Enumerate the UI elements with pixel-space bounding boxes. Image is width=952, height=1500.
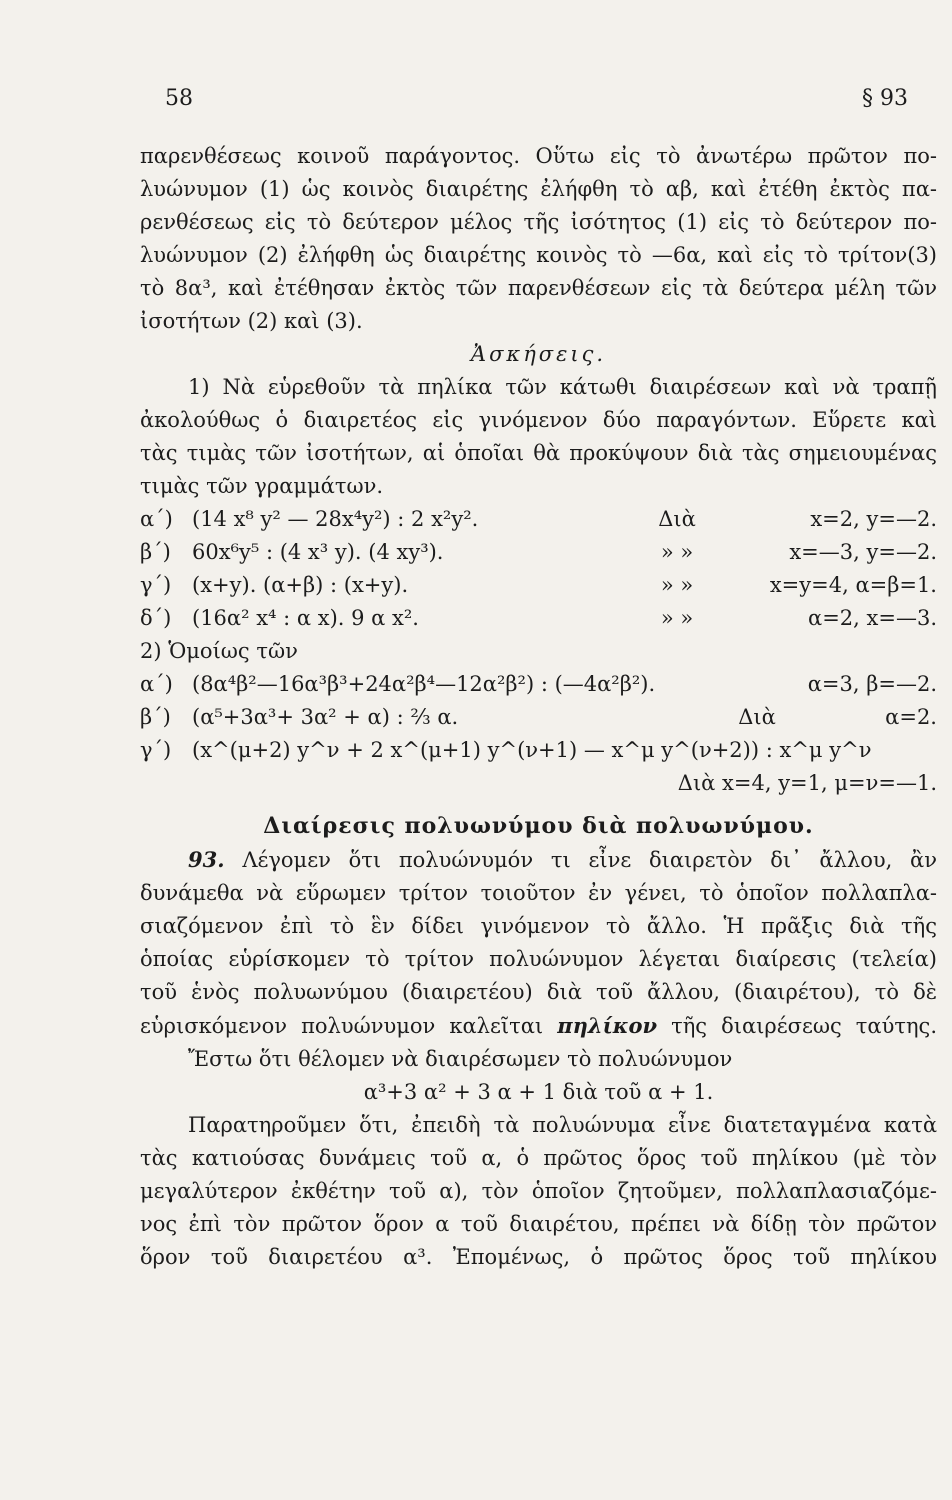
item-expression: 60x⁶y⁵ : (4 x³ y). (4 xy³). xyxy=(192,540,444,564)
intro-paragraph xyxy=(140,140,937,338)
text-line: παρενθέσεως κοινοῦ παράγοντος. Οὕτω εἰς τὸ ἀνωτέρω πρῶτον πο- xyxy=(140,144,937,168)
page-content xyxy=(140,140,937,1274)
text-line: Ἔστω ὅτι θέλομεν νὰ διαιρέσωμεν τὸ πολυώνυμον xyxy=(188,1047,733,1071)
item-expression: (16α² x⁴ : α x). 9 α x². xyxy=(192,606,419,630)
item-keyword: » » xyxy=(660,606,694,630)
exercise-item xyxy=(140,701,937,734)
item-condition: α=2. xyxy=(885,705,937,729)
text-line xyxy=(140,1009,937,1043)
text-line: δυνάμεθα νὰ εὕρωμεν τρίτον τοιοῦτον ἐν γένει, τὸ ὁποῖον πολλαπλα- xyxy=(140,881,937,905)
item-expression: (8α⁴β²—16α³β³+24α²β⁴—12α²β²) : (—4α²β²). xyxy=(192,672,656,696)
section-label: 93. xyxy=(188,847,225,872)
item-keyword: Διὰ xyxy=(658,507,696,531)
exercise-item xyxy=(140,503,937,536)
text-line: λυώνυμον (2) ἐλήφθη ὡς διαιρέτης κοινὸς τὸ —6α, καὶ εἰς τὸ τρίτον(3) xyxy=(140,243,937,267)
exercise-item xyxy=(140,734,937,767)
exercise-item xyxy=(140,602,937,635)
quotient-after: τῆς διαιρέσεως ταύτης. xyxy=(671,1014,937,1038)
item-keyword: Διὰ xyxy=(738,705,776,729)
text-line: Παρατηροῦμεν ὅτι, ἐπειδὴ τὰ πολυώνυμα εἶνε διατεταγμένα κατὰ xyxy=(188,1113,937,1137)
text-line: τοῦ ἑνὸς πολυωνύμου (διαιρετέου) διὰ τοῦ ἄλλου, (διαιρέτου), τὸ δὲ xyxy=(140,980,937,1004)
item-condition: x=2, y=—2. xyxy=(810,507,937,531)
item-label: α΄) xyxy=(140,672,173,696)
exercises-heading: Ἀσκήσεις. xyxy=(470,342,607,366)
quotient-term: πηλίκον xyxy=(557,1013,658,1038)
exercise-1-list xyxy=(140,503,937,635)
text-line: ἰσοτήτων (2) καὶ (3). xyxy=(140,309,363,333)
exercise-item xyxy=(140,569,937,602)
exercise-2-list xyxy=(140,668,937,800)
exercise-2-intro: 2) Ὁμοίως τῶν xyxy=(140,639,298,663)
text-line: λυώνυμον (1) ὡς κοινὸς διαιρέτης ἐλήφθη τὸ αβ, καὶ ἐτέθη ἐκτὸς πα- xyxy=(140,177,937,201)
final-paragraph xyxy=(140,1109,937,1274)
item-label: β΄) xyxy=(140,540,171,564)
section-number: § 93 xyxy=(862,86,908,111)
text-line: τὰς κατιούσας δυνάμεις τοῦ α, ὁ πρῶτος ὅρος τοῦ πηλίκου (μὲ τὸν xyxy=(140,1146,937,1170)
item-expression: (x^(μ+2) y^ν + 2 x^(μ+1) y^(ν+1) — x^μ y^(ν+2)) : x^μ y^ν xyxy=(192,738,872,762)
text-line xyxy=(140,843,937,877)
quotient-before: εὑρισκόμενον πολυώνυμον καλεῖται xyxy=(140,1014,544,1038)
text-line: μεγαλύτερον ἐκθέτην τοῦ α), τὸν ὁποῖον ζητοῦμεν, πολλαπλασιαζόμε- xyxy=(140,1179,937,1203)
exercise-item xyxy=(140,668,937,701)
item-label: γ΄) xyxy=(140,738,172,762)
item-condition: α=3, β=—2. xyxy=(807,672,937,696)
exercise-1-paragraph xyxy=(140,371,937,503)
exercise-item-condition-row xyxy=(140,767,937,800)
item-condition: x=y=4, α=β=1. xyxy=(769,573,937,597)
item-label: β΄) xyxy=(140,705,171,729)
text-line: νος ἐπὶ τὸν πρῶτον ὅρον α τοῦ διαιρέτου, πρέπει νὰ δίδῃ τὸν πρῶτον xyxy=(140,1212,937,1236)
text-line: σιαζόμενον ἐπὶ τὸ ἓν δίδει γινόμενον τὸ ἄλλο. Ἡ πρᾶξις διὰ τῆς xyxy=(140,914,937,938)
text-line: τιμὰς τῶν γραμμάτων. xyxy=(140,474,384,498)
text-line: ρενθέσεως εἰς τὸ δεύτερον μέλος τῆς ἰσότητος (1) εἰς τὸ δεύτερον πο- xyxy=(140,210,937,234)
item-expression: (x+y). (α+β) : (x+y). xyxy=(192,573,409,597)
item-expression: (14 x⁸ y² — 28x⁴y²) : 2 x²y². xyxy=(192,507,479,531)
item-label: γ΄) xyxy=(140,573,172,597)
formula: α³+3 α² + 3 α + 1 διὰ τοῦ α + 1. xyxy=(363,1080,714,1104)
text-line: ὅρον τοῦ διαιρετέου α³. Ἐπομένως, ὁ πρῶτος ὅρος τοῦ πηλίκου xyxy=(140,1245,937,1269)
division-heading: Διαίρεσις πολυωνύμου διὰ πολυωνύμου. xyxy=(263,813,814,839)
text-line: 1) Νὰ εὑρεθοῦν τὰ πηλίκα τῶν κάτωθι διαιρέσεων καὶ νὰ τραπῇ xyxy=(188,375,937,399)
text-line: ὁποίας εὑρίσκομεν τὸ τρίτον πολυώνυμον λέγεται διαίρεσις (τελεία) xyxy=(140,947,937,971)
page-header xyxy=(165,86,908,116)
item-keyword: » » xyxy=(660,573,694,597)
item-condition: x=—3, y=—2. xyxy=(789,540,937,564)
text-line: τὸ 8α³, καὶ ἐτέθησαν ἐκτὸς τῶν παρενθέσεων εἰς τὰ δεύτερα μέλη τῶν xyxy=(140,276,937,300)
item-label: δ΄) xyxy=(140,606,172,630)
item-condition: Διὰ x=4, y=1, μ=ν=—1. xyxy=(677,771,937,795)
item-label: α΄) xyxy=(140,507,173,531)
page-number: 58 xyxy=(165,86,193,111)
exercise-item xyxy=(140,536,937,569)
text-line: τὰς τιμὰς τῶν ἰσοτήτων, αἱ ὁποῖαι θὰ προκύψουν διὰ τὰς σημειουμένας xyxy=(140,441,937,465)
item-condition: α=2, x=—3. xyxy=(808,606,937,630)
item-keyword: » » xyxy=(660,540,694,564)
section-93-paragraph xyxy=(140,843,937,1109)
text-line-content: Λέγομεν ὅτι πολυώνυμόν τι εἶνε διαιρετὸν δι᾽ ἄλλου, ἂν xyxy=(242,848,937,872)
text-line: ἀκολούθως ὁ διαιρετέος εἰς γινόμενον δύο παραγόντων. Εὕρετε καὶ xyxy=(140,408,937,432)
item-expression: (α⁵+3α³+ 3α² + α) : ²⁄₃ α. xyxy=(192,705,459,729)
